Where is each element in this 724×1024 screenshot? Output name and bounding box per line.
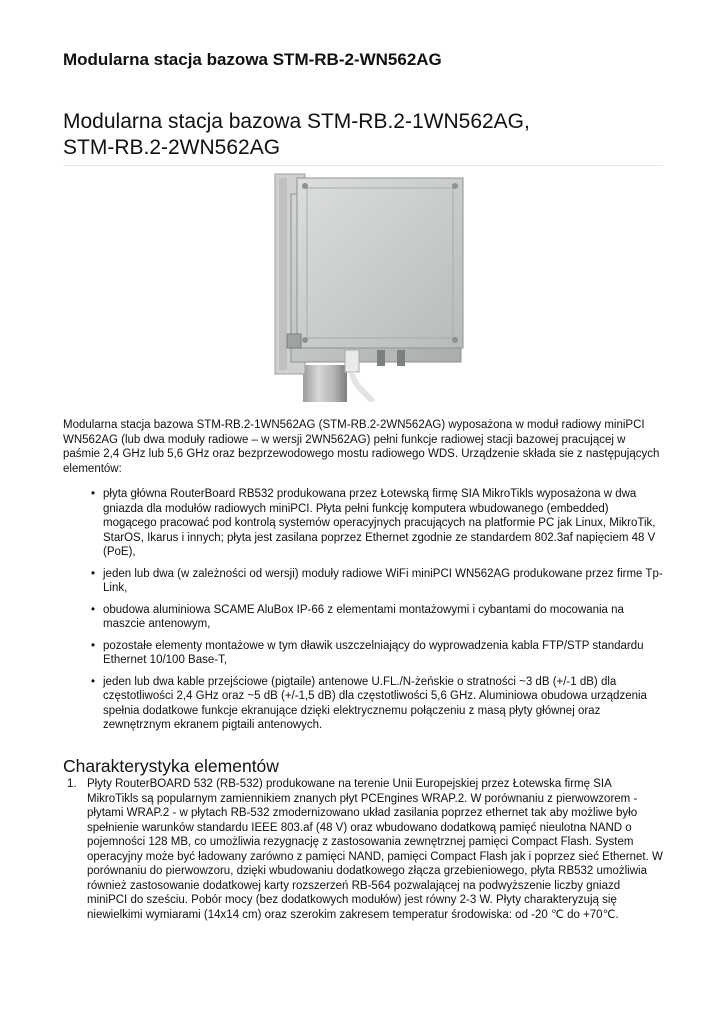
main-title [63, 109, 663, 166]
list-item: • jeden lub dwa (w zależności od wersji) moduły radiowe WiFi miniPCI WN562AG produkowane przez firme Tp-Link, [103, 567, 663, 596]
spec-list [63, 777, 663, 922]
list-item: • obudowa aluminiowa SCAME AluBox IP-66 z elementami montażowymi i cybantami do mocowania na maszcie antenowym, [103, 603, 663, 632]
document-header-title: Modularna stacja bazowa STM-RB-2-WN562AG [63, 50, 442, 69]
main-title-line-1: Modularna stacja bazowa STM-RB.2-1WN562AG, [63, 110, 530, 134]
intro-paragraph: Modularna stacja bazowa STM-RB.2-1WN562AG (STM-RB.2-2WN562AG) wyposażona w moduł radiowy miniPCI WN562AG (lub dwa moduły radiowe – w wersji 2WN562AG) pełni funkcje radiowej stacji bazowej pracującej w paśmie 2,4 GHz lub 5,6 GHz oraz bezprzewodowego mostu radiowego WDS. Urządzenie składa sie z następujących elementów: [63, 419, 660, 475]
list-item: • pozostałe elementy montażowe w tym dławik uszczelniający do wyprowadzenia kabla FTP/STP standardu Ethernet 10/100 Base-T, [103, 639, 663, 668]
product-photo [273, 170, 473, 402]
list-item-number: 1. [67, 778, 77, 790]
feature-list [63, 487, 663, 740]
list-item [67, 777, 663, 922]
list-item: • jeden lub dwa kable przejściowe (pigtaile) antenowe U.FL./N-żeńskie o stratności ~3 dB (+/-1 dB) dla częstotliwości 2,4 GHz oraz ~5 dB (+/-1,5 dB) dla częstotliwości 5,6 GHz. Aluminiowa obudowa urządzenia spełnia dodatkowe funkcje ekranujące dzięki elektrycznemu połączeniu z masą płyty głównej oraz zewnętrznym ekranem pigtaili antenowych. [103, 675, 663, 733]
list-item-text: Płyty RouterBOARD 532 (RB-532) produkowane na terenie Unii Europejskiej przez Łotewska firmę SIA MikroTikls są popularnym zamiennikiem znanych płyt PCEngines WRAP.2. W porównaniu z pierwowzorem - płytami WRAP.2 - w płytach RB-532 zmodernizowano układ zasilania poprzez ethernet tak aby możliwe było spełnienie warunków standardu IEEE 803.af (48 V) oraz wbudowano dodatkową pamięć nieulotna NAND o pojemności 128 MB, co umożliwia rezygnację z zastosowania zewnętrznej pamięci Compact Flash. System operacyjny może być ładowany zarówno z pamięci NAND, pamięci Compact Flash jak i poprzez sieć Ethernet. W porównaniu do pierwowzoru, dzięki wbudowaniu dodatkowego złącza grzebieniowego, płyta RB532 umożliwia również zastosowanie dodatkowej karty rozszerzeń RB-564 pozwalającej na podwyższenie liczby gniazd miniPCI do sześciu. Pobór mocy (bez dodatkowych modułów) jest równy 2-3 W. Płyty charakteryzują się niewielkimi wymiarami (14x14 cm) oraz szerokim zakresem temperatur środowiska: od -20 ℃ do +70℃. [87, 778, 663, 921]
main-title-line-2: STM-RB.2-2WN562AG [63, 136, 281, 160]
section-title: Charakterystyka elementów [63, 755, 279, 776]
list-item: • płyta główna RouterBoard RB532 produkowana przez Łotewską firmę SIA MikroTikls wyposażona w dwa gniazda dla modułów radiowych miniPCI. Płyta pełni funkcję komputera wbudowanego (embedded) mogącego pracować pod kontrolą systemów operacyjnych pracujących na platformie PC jak Linux, MikroTik, StarOS, Ikarus i innych; płyta jest zasilana poprzez Ethernet zgodnie ze standardem 802.3af napięciem 48 V (PoE), [103, 487, 663, 560]
